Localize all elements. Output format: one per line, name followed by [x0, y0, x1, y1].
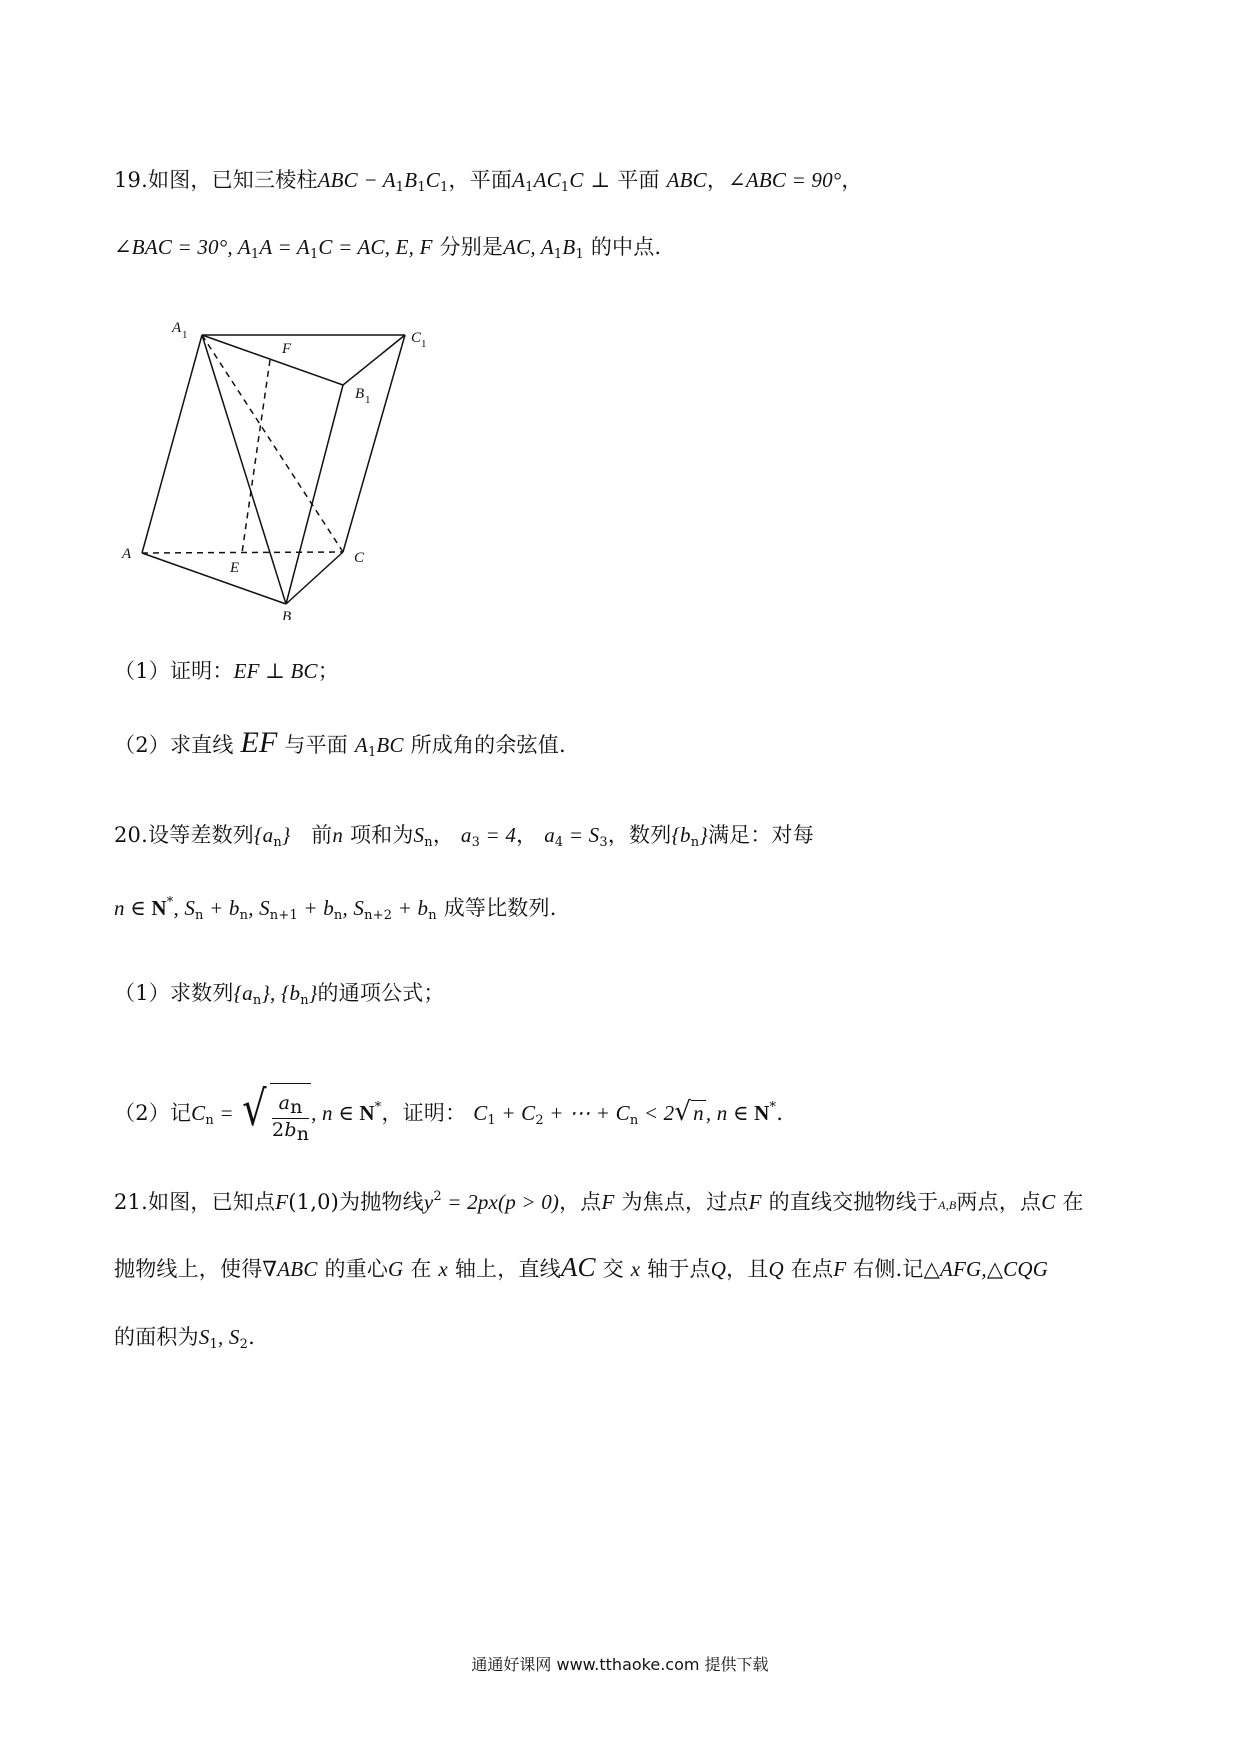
prism-figure [110, 310, 440, 620]
label-b1-sub: 1 [365, 394, 371, 406]
q21-text: 在 [1062, 1190, 1084, 1214]
punct: . [776, 1101, 784, 1125]
q21-line3: 的面积为$S_1$, $S_2$. [114, 1325, 255, 1352]
q19-text: ，平面 [448, 168, 513, 192]
part-label: （1）求数列 [114, 981, 234, 1005]
q21-text: 交 [602, 1257, 624, 1281]
q19-line2: ∠BAC = 30°, $A_1A = A_1C$ = AC, E, F 分别是AC, $A_1B_1$ 的中点. [114, 235, 662, 262]
punct: ； [317, 659, 339, 683]
punct: . [248, 1325, 255, 1349]
q20-text: 前 [311, 823, 333, 847]
comma: ， [706, 168, 729, 192]
comma: ， [516, 823, 538, 847]
label-c1-sub: 1 [421, 338, 427, 350]
q20-part1: （1）求数列$\{a_n\}$, $\{b_n\}$的通项公式； [114, 981, 445, 1008]
q19-line1: 19.如图，已知三棱柱ABC − $A_1B_1C_1$，平面$A_1AC_1C$ ⊥ 平面 ABC，∠ABC = 90°， [114, 168, 863, 195]
label-e: E [230, 560, 240, 576]
q20-line1: 20.设等差数列$\{a_n\}$ 前n 项和为$S_n$， $a_3 = 4$， $a_4 = S_3$，数列$\{b_n\}$满足：对每 [114, 823, 814, 850]
page-footer: 通通好课网 www.tthaoke.com 提供下载 [471, 1655, 769, 1674]
q19-part1-expr: EF ⊥ BC [233, 659, 318, 683]
label-c1: C [411, 330, 422, 346]
q21-text: 右侧.记 [853, 1257, 924, 1281]
q20-part2: （2）记$C_n$ = √ $\frac{an}{2bn}$ , n ∈ N*，证明： $C_1 + C_2$ + ⋯ + $C_n < 2√n$, n ∈ N*. [114, 1080, 784, 1145]
part-label: （2）求直线 [114, 733, 234, 757]
label-b: B [282, 609, 292, 620]
q21-text: 抛物线上，使得 [114, 1257, 263, 1281]
q19-perp: ⊥ 平面 [590, 168, 660, 192]
q21-text: 轴于点 [647, 1257, 711, 1281]
q21-text: 为抛物线 [339, 1190, 424, 1214]
sub-1: 1 [395, 180, 405, 195]
q19-text: 分别是 [439, 235, 504, 259]
part-label: （2）记 [114, 1101, 192, 1125]
label-c: C [354, 550, 365, 566]
q19-ef: EF [240, 726, 278, 759]
q21-text: ，且 [726, 1257, 769, 1281]
q21-line1: 21.如图，已知点F(1,0)为抛物线$y^2 = 2px(p > 0)$，点F 为焦点，过点F 的直线交抛物线于A,B两点，点C 在 [114, 1189, 1084, 1214]
part-label: （1）证明： [114, 659, 234, 683]
label-b1: B [355, 386, 365, 402]
q21-text: 在 [410, 1257, 432, 1281]
q19-angle: ∠ABC = 90° [728, 168, 842, 192]
q21-text: 的面积为 [114, 1325, 199, 1349]
q21-ab: A,B [938, 1198, 957, 1212]
q21-text: 两点，点 [956, 1190, 1042, 1214]
q21-text: 的直线交抛物线于 [768, 1190, 939, 1214]
q21-line2: 抛物线上，使得∇ABC 的重心G 在 x 轴上，直线AC 交 x 轴于点Q，且Q 在点F 右侧.记△AFG,△CQG [114, 1252, 1049, 1282]
q19-intro: 19.如图，已知三棱柱 [114, 168, 318, 192]
q21-text: 在点 [790, 1257, 834, 1281]
q19-angle-bac: ∠BAC = 30°, A [114, 235, 251, 259]
q21-text: 轴上，直线 [454, 1257, 561, 1281]
q20-text: 成等比数列. [443, 896, 557, 920]
q20-text: 的通项公式； [317, 981, 445, 1005]
q21-triangle: ∇ABC [262, 1257, 318, 1281]
q21-text: 为焦点，过点 [621, 1190, 749, 1214]
q21-text: ，点 [559, 1190, 602, 1214]
q20-text: 满足：对每 [707, 823, 814, 847]
q19-prism-expr: ABC − A [317, 168, 396, 192]
label-a1-sub: 1 [182, 329, 188, 341]
q20-a: a [460, 823, 472, 847]
q20-text: ，数列 [607, 823, 672, 847]
q20-text: ，证明： [381, 1101, 467, 1125]
q19-text: 的中点. [590, 235, 662, 259]
q19-text: 所成角的余弦值. [410, 733, 566, 757]
q19-part1 [114, 656, 339, 686]
q19-part2: （2）求直线 EF 与平面 $A_1BC$ 所成角的余弦值. [114, 726, 566, 760]
q21-triangles: △AFG,△CQG [923, 1257, 1049, 1281]
q21-intro: 21.如图，已知点 [114, 1190, 276, 1214]
q19-abc: ABC [666, 168, 707, 192]
label-a1: A [172, 320, 182, 336]
label-a: A [122, 546, 132, 562]
q20-text: 项和为 [349, 823, 414, 847]
comma: ， [432, 823, 455, 847]
q19-text: 与平面 [284, 733, 349, 757]
q21-text: 的重心 [324, 1257, 389, 1281]
q20-intro: 20.设等差数列 [114, 823, 254, 847]
comma: ， [841, 168, 863, 192]
label-f: F [282, 341, 292, 357]
sqrt-fraction: √ $\frac{an}{2bn}$ [242, 1080, 310, 1145]
q20-line2: n ∈ N*, $S_n + b_n$, $S_{n+1} + b_n$, $S_{n+2} + b_n$ 成等比数列. [114, 895, 557, 923]
q20-eq: = 4 [480, 823, 517, 847]
